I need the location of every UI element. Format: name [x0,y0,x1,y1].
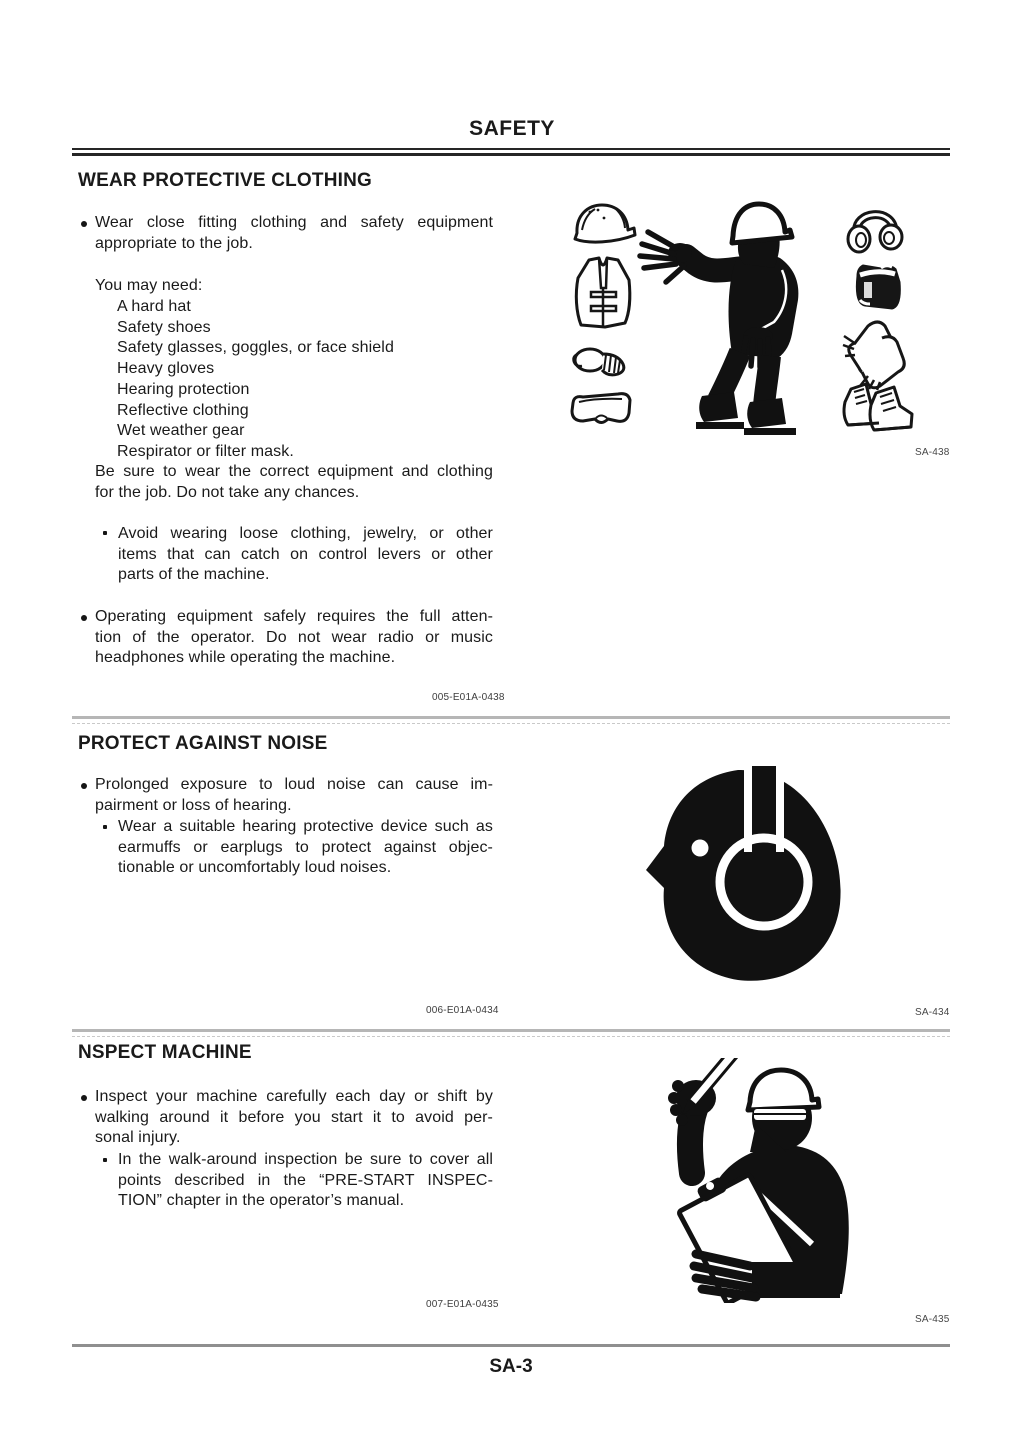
section-divider-dash [72,1036,950,1037]
section-heading-inspect-machine: NSPECT MACHINE [78,1042,252,1063]
text-line: Wear a suitable hearing protective device such as [118,818,493,835]
sub-bullet-dot [103,825,107,829]
paragraph-be-sure [95,462,493,503]
bullet-dot [81,615,87,621]
text-line: Inspect your machine carefully each day or shift by [95,1088,493,1105]
safety-boots-icon [838,380,918,434]
head-with-ear-protection-icon [638,766,848,991]
figure-code: 005-E01A-0438 [432,692,505,703]
ear-muffs-icon [846,203,904,255]
face-shield-icon [850,260,906,314]
text-line: Avoid wearing loose clothing, jewelry, or other [118,525,493,542]
text-line: tionable or uncomfortably loud noises. [118,859,392,877]
list-item: Safety glasses, goggles, or face shield [117,339,394,357]
list-item: Respirator or filter mask. [117,442,294,460]
list-item: Heavy gloves [117,360,215,378]
text-line: earmuffs or earplugs to protect against objec- [118,838,493,856]
paragraph-hearing-device [118,817,493,879]
text-line: walking around it before you start it to avoid per- [95,1108,493,1126]
safety-goggles-icon [566,388,636,430]
footer-rule [72,1344,950,1347]
figure-ref: SA-434 [915,1007,950,1018]
need-list-intro: You may need: [95,277,203,294]
text-line: TION” chapter in the operator’s manual. [118,1192,405,1210]
bullet-dot [81,783,87,789]
figure-ref: SA-438 [915,447,950,458]
text-line: tion of the operator. Do not wear radio or music [95,628,493,646]
safety-vest-icon [572,256,634,330]
list-item: Reflective clothing [117,401,249,419]
text-line: headphones while operating the machine. [95,649,396,667]
paragraph-wear-clothing [95,213,493,254]
inspector-with-clipboard-icon [630,1058,875,1303]
paragraph-walk-around [118,1150,493,1212]
text-line: pairment or loss of hearing. [95,796,292,814]
header-rule-bottom [72,153,950,156]
footer-page-number: SA-3 [489,1356,533,1377]
figure-ref: SA-435 [915,1314,950,1325]
worker-with-hard-hat-icon [632,196,812,441]
text-line: Prolonged exposure to loud noise can cause im- [95,776,493,793]
section-heading-wear-protective-clothing: WEAR PROTECTIVE CLOTHING [78,170,373,191]
text-line: points described in the “PRE-START INSPEC- [118,1171,493,1189]
header-rule-top [72,148,950,150]
text-line: for the job. Do not take any chances. [95,483,360,501]
sub-bullet-dot [103,531,107,535]
text-line: Wear close fitting clothing and safety equipment [95,214,493,231]
hard-hat-icon [568,200,638,250]
list-item: Wet weather gear [117,422,245,440]
figure-code: 007-E01A-0435 [426,1299,499,1310]
paragraph-avoid-loose-clothing [118,524,493,586]
bullet-dot [81,221,87,227]
page-title: SAFETY [469,117,555,140]
figure-code: 006-E01A-0434 [426,1005,499,1016]
list-item: Safety shoes [117,318,211,336]
text-line: sonal injury. [95,1129,181,1147]
paragraph-full-attention [95,607,493,669]
list-item: A hard hat [117,298,191,315]
text-line: Operating equipment safely requires the full atten- [95,608,493,625]
paragraph-prolonged-exposure [95,775,493,816]
section-divider-dash [72,723,950,724]
text-line: appropriate to the job. [95,234,253,252]
section-divider [72,1029,950,1032]
paragraph-inspect-machine [95,1087,493,1149]
text-line: parts of the machine. [118,566,270,584]
respirator-mask-icon [570,344,632,380]
need-list [117,297,497,463]
section-heading-protect-against-noise: PROTECT AGAINST NOISE [78,733,328,754]
text-line: items that can catch on control levers or other [118,545,493,563]
list-item: Hearing protection [117,380,250,398]
bullet-dot [81,1095,87,1101]
sub-bullet-dot [103,1158,107,1162]
section-divider [72,716,950,719]
text-line: Be sure to wear the correct equipment and clothing [95,463,493,480]
text-line: In the walk-around inspection be sure to cover all [118,1151,493,1168]
